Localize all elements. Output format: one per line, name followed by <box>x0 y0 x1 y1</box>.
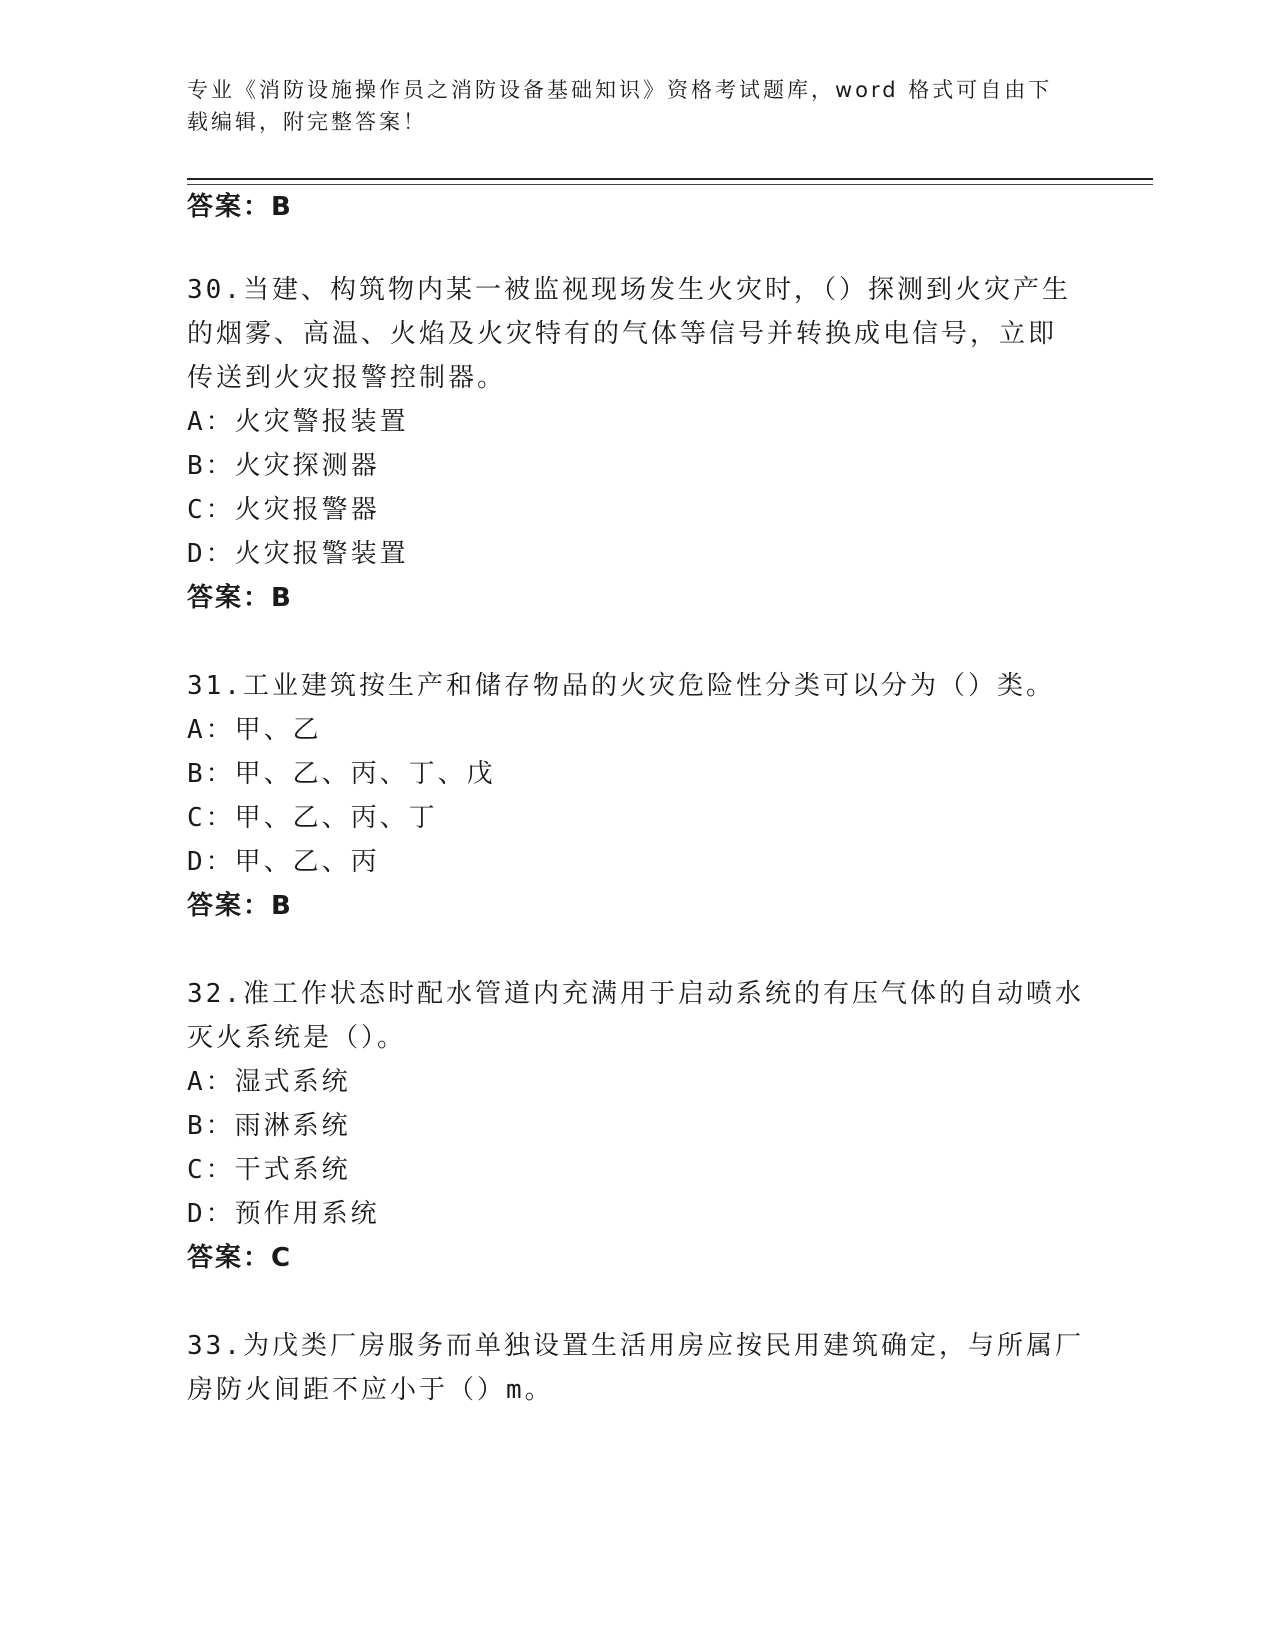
question-32-answer: 答案：C <box>187 1243 293 1273</box>
header-rule-thin <box>187 184 1153 185</box>
question-31-option-d: D：甲、乙、丙 <box>187 847 380 877</box>
question-32-stem-line-2: 灭火系统是（）。 <box>187 1023 407 1053</box>
question-30-stem-line-3: 传送到火灾报警控制器。 <box>187 363 507 393</box>
question-30-option-a: A：火灾警报装置 <box>187 407 409 437</box>
question-32-option-a: A：湿式系统 <box>187 1067 351 1097</box>
question-31-answer: 答案：B <box>187 891 293 921</box>
question-32-option-c: C：干式系统 <box>187 1155 351 1185</box>
question-31-option-a: A：甲、乙 <box>187 715 322 745</box>
question-32-option-d: D：预作用系统 <box>187 1199 380 1229</box>
question-30-option-c: C：火灾报警器 <box>187 495 380 525</box>
question-30-stem-line-1: 30.当建、构筑物内某一被监视现场发生火灾时，（）探测到火灾产生 <box>187 275 1071 305</box>
question-31-option-c: C：甲、乙、丙、丁 <box>187 803 438 833</box>
header-line-2: 载编辑，附完整答案！ <box>187 110 427 134</box>
document-header <box>187 74 1067 138</box>
question-33-stem-line-1: 33.为戊类厂房服务而单独设置生活用房应按民用建筑确定，与所属厂 <box>187 1331 1084 1361</box>
header-rule-thick <box>187 178 1153 180</box>
question-31-option-b: B：甲、乙、丙、丁、戊 <box>187 759 496 789</box>
question-32-option-b: B：雨淋系统 <box>187 1111 351 1141</box>
question-33-stem-line-2: 房防火间距不应小于（）m。 <box>187 1375 554 1405</box>
question-32-stem-line-1: 32.准工作状态时配水管道内充满用于启动系统的有压气体的自动喷水 <box>187 979 1084 1009</box>
question-30-option-b: B：火灾探测器 <box>187 451 380 481</box>
question-30-stem-line-2: 的烟雾、高温、火焰及火灾特有的气体等信号并转换成电信号，立即 <box>187 319 1058 349</box>
previous-answer: 答案：B <box>187 192 293 222</box>
header-line-1: 专业《消防设施操作员之消防设备基础知识》资格考试题库，word 格式可自由下 <box>187 78 1053 102</box>
question-30-answer: 答案：B <box>187 583 293 613</box>
question-30-option-d: D：火灾报警装置 <box>187 539 409 569</box>
question-31-stem-line-1: 31.工业建筑按生产和储存物品的火灾危险性分类可以分为（）类。 <box>187 671 1055 701</box>
